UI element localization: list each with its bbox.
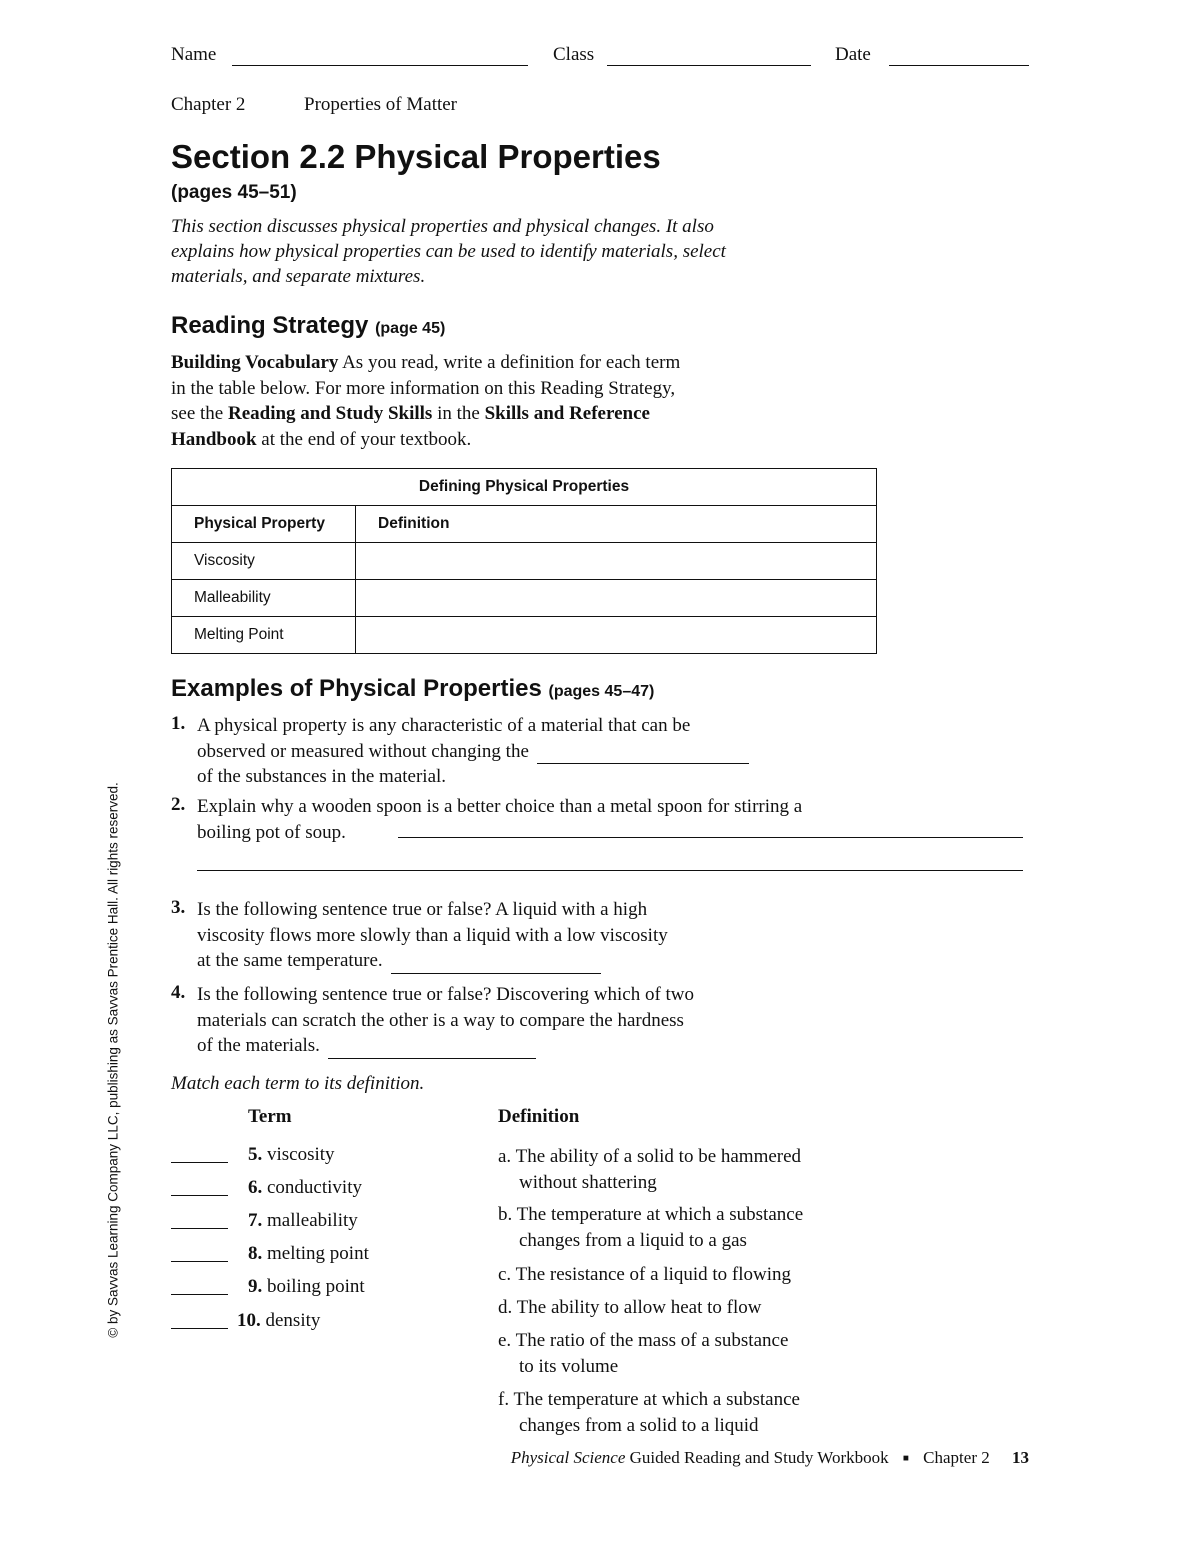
reading-strategy-pages: (page 45) [375,320,446,337]
question-text: Is the following sentence true or false? A liquid with a high [197,899,648,920]
definition-text: changes from a liquid to a gas [519,1230,747,1251]
definition-item [498,1262,791,1288]
reading-strategy-text [171,350,680,452]
term-item [248,1210,358,1232]
strategy-text: see the [171,403,228,424]
definition-letter: b. [498,1204,513,1225]
question-text: materials can scratch the other is a way to compare the hardness [197,1009,684,1031]
match-blank[interactable] [171,1179,228,1196]
reading-strategy-heading [171,312,445,340]
answer-blank[interactable] [398,819,1023,838]
definition-letter: d. [498,1297,513,1318]
table-cell-property: Malleability [172,580,356,617]
examples-pages: (pages 45–47) [548,683,655,700]
definition-text: to its volume [519,1356,619,1377]
term-number: 9. [248,1276,263,1297]
table-row [172,543,877,580]
definition-item [498,1202,803,1254]
term-number: 8. [248,1243,263,1264]
table-header-definition: Definition [356,506,877,543]
question-number: 3. [171,897,186,918]
table-row [172,580,877,617]
vocabulary-table [171,468,877,654]
footer-bullet-icon: ■ [902,1453,909,1464]
strategy-ref: Skills and Reference [484,403,650,424]
definition-text: The resistance of a liquid to flowing [515,1264,792,1285]
table-cell-definition[interactable] [356,543,877,580]
table-cell-definition[interactable] [356,617,877,654]
term-item [237,1310,320,1332]
term-text: conductivity [267,1177,362,1198]
question-text: of the materials. [197,1035,320,1056]
chapter-title: Properties of Matter [304,94,458,115]
examples-title: Examples of Physical Properties [171,675,542,702]
term-item [248,1276,365,1298]
chapter-number: Chapter 2 [171,94,246,115]
table-header-property: Physical Property [172,506,356,543]
match-instruction: Match each term to its definition. [171,1073,425,1094]
term-item [248,1243,369,1265]
intro-line: explains how physical properties can be used to identify materials, select [171,241,726,262]
class-field[interactable] [607,50,811,66]
term-item [248,1144,335,1166]
question-number: 1. [171,713,186,734]
page-number: 13 [1012,1448,1029,1467]
definition-text: The ability to allow heat to flow [516,1297,762,1318]
name-label: Name [171,44,217,65]
term-header: Term [248,1106,292,1127]
section-intro [171,214,726,289]
definition-item [498,1144,801,1196]
table-cell-definition[interactable] [356,580,877,617]
question-1 [197,713,749,790]
table-row [172,617,877,654]
strategy-text: at the end of your textbook. [256,428,472,450]
strategy-ref: Reading and Study Skills [227,403,433,424]
examples-heading [171,675,654,703]
question-text: Is the following sentence true or false? Discovering which of two [197,984,695,1005]
term-text: density [265,1310,321,1331]
answer-blank[interactable] [197,852,1023,871]
question-3 [197,897,668,974]
term-text: viscosity [267,1144,335,1165]
question-text: observed or measured without changing the [197,740,529,762]
definition-item [498,1387,800,1439]
question-number: 4. [171,982,186,1003]
term-text: melting point [267,1243,369,1264]
term-number: 10. [237,1310,261,1331]
section-title: Section 2.2 Physical Properties [171,138,661,175]
definition-letter: f. [498,1389,510,1410]
class-label: Class [553,44,595,65]
table-cell-property: Viscosity [172,543,356,580]
answer-blank[interactable] [391,955,601,974]
page-footer [511,1448,1029,1468]
term-item [248,1177,362,1199]
date-label: Date [835,44,871,65]
term-text: malleability [267,1210,358,1231]
definition-text: The temperature at which a substance [516,1204,804,1225]
definition-text: The ability of a solid to be hammered [515,1146,802,1167]
definition-header: Definition [498,1106,580,1127]
definition-letter: a. [498,1146,512,1167]
reading-strategy-title: Reading Strategy [171,312,369,339]
question-text: viscosity flows more slowly than a liquid with a low viscosity [197,924,668,946]
match-blank[interactable] [171,1212,228,1229]
strategy-text: in the [432,403,485,424]
question-text: Explain why a wooden spoon is a better choice than a metal spoon for stirring a [197,796,803,817]
match-blank[interactable] [171,1312,228,1329]
table-cell-property: Melting Point [172,617,356,654]
question-text: of the substances in the material. [197,766,447,787]
definition-text: changes from a solid to a liquid [519,1415,759,1436]
strategy-text: in the table below. For more information on this Reading Strategy, [171,377,676,399]
question-text: A physical property is any characteristic of a material that can be [197,715,691,736]
term-number: 6. [248,1177,263,1198]
copyright-notice: © by Savvas Learning Company LLC, publishing as Savvas Prentice Hall. All rights reserved. [105,782,121,1338]
definition-text: without shattering [519,1172,657,1193]
match-blank[interactable] [171,1146,228,1163]
question-4 [197,982,694,1059]
strategy-text: As you read, write a definition for each term [338,352,681,373]
answer-blank[interactable] [537,745,749,764]
definition-text: The temperature at which a substance [513,1389,800,1410]
strategy-lead: Building Vocabulary [171,352,339,373]
intro-line: materials, and separate mixtures. [171,266,426,287]
match-blank[interactable] [171,1278,228,1295]
question-text: boiling pot of soup. [197,821,346,843]
intro-line: This section discusses physical properties and physical changes. It also [171,216,714,237]
date-field[interactable] [889,50,1029,66]
question-number: 2. [171,794,186,815]
question-text: at the same temperature. [197,950,383,971]
definition-item [498,1295,762,1321]
footer-workbook: Guided Reading and Study Workbook [625,1448,889,1467]
section-pages: (pages 45–51) [171,182,297,203]
footer-book-title: Physical Science [510,1448,626,1467]
term-number: 7. [248,1210,263,1231]
definition-letter: c. [498,1264,512,1285]
answer-blank[interactable] [328,1040,536,1059]
definition-text: The ratio of the mass of a substance [515,1330,789,1351]
term-text: boiling point [267,1276,365,1297]
strategy-ref: Handbook [171,428,257,450]
term-number: 5. [248,1144,263,1165]
footer-chapter: Chapter 2 [923,1448,990,1467]
table-caption: Defining Physical Properties [172,469,877,506]
definition-item [498,1328,788,1380]
name-field[interactable] [232,50,528,66]
definition-letter: e. [498,1330,512,1351]
match-blank[interactable] [171,1245,228,1262]
